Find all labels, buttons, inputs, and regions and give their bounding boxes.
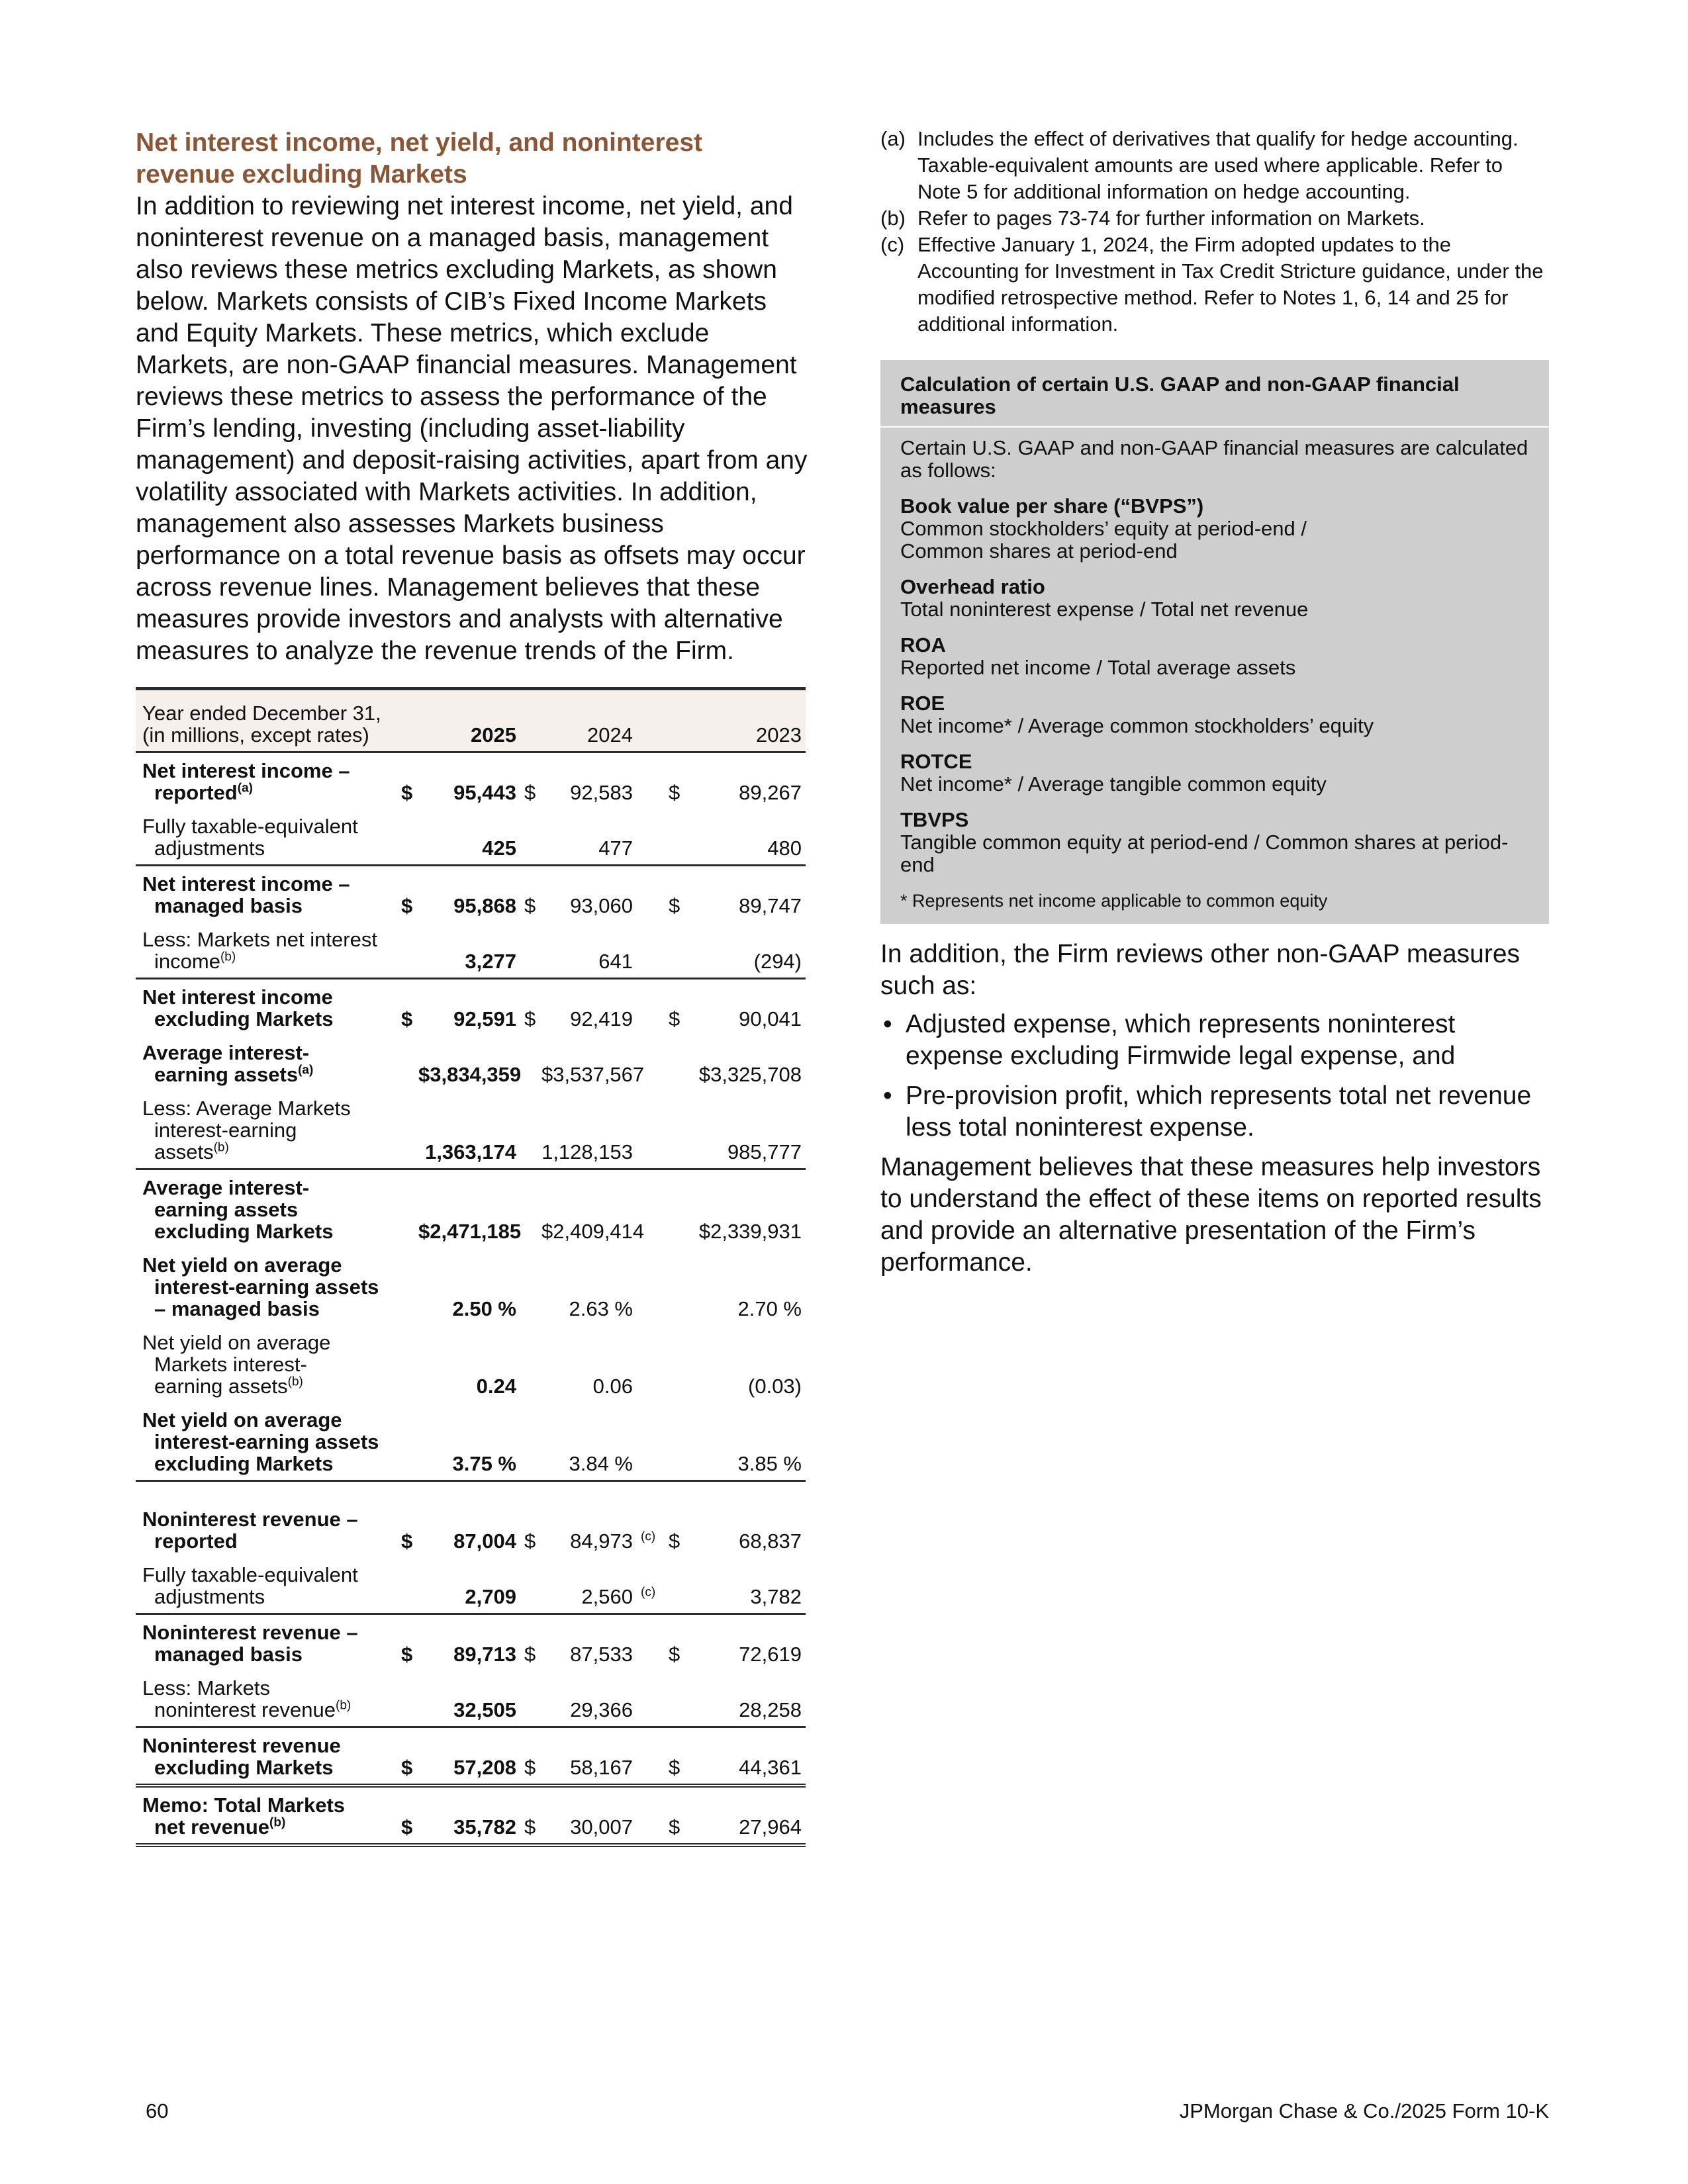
value-2024: 93,060 (570, 894, 633, 917)
table-row (136, 752, 806, 809)
footnote-mark: (b) (880, 206, 906, 230)
row-label-line2: earning assets (154, 1198, 299, 1221)
table-body (136, 752, 806, 1846)
currency-2023 (665, 1557, 682, 1614)
calc-item-name: ROA (900, 633, 946, 657)
value-2023: 28,258 (682, 1670, 806, 1727)
row-label-line2: adjustments (154, 1585, 265, 1608)
row-label-line1: Noninterest revenue – (142, 1621, 358, 1644)
currency-2025: $ (401, 1007, 413, 1030)
value-2023: 72,619 (739, 1643, 802, 1666)
currency-2025 (397, 1557, 414, 1614)
calc-item-formula-line1: Tangible common equity at period-end / Common shares at period-end (900, 831, 1509, 876)
row-label-cont (142, 1008, 393, 1030)
footnote-2024 (637, 1402, 665, 1481)
currency-2023: $ (669, 1007, 680, 1030)
value-2025: 425 (414, 809, 520, 866)
currency-2023 (665, 1402, 682, 1481)
bullet-icon: • (883, 1081, 892, 1110)
row-label-line1: Noninterest revenue (142, 1734, 341, 1757)
row-label-cont (142, 782, 393, 803)
currency-2023: $ (669, 1529, 680, 1553)
value-2024: 92,419 (570, 1007, 633, 1030)
table-row (136, 979, 806, 1036)
table-row (136, 1169, 806, 1248)
value-2023: 89,747 (739, 894, 802, 917)
row-label-line1: Fully taxable-equivalent (142, 815, 358, 838)
currency-2023 (665, 922, 682, 979)
footnote-mark: (c) (880, 233, 905, 256)
currency-2023 (665, 1091, 682, 1169)
currency-2024 (520, 1248, 538, 1325)
row-label-line1: Noninterest revenue – (142, 1508, 358, 1531)
currency-2025 (397, 1035, 414, 1091)
row-label-cont (142, 1119, 393, 1163)
value-2024: 92,583 (570, 781, 633, 804)
row-label-cont (142, 1643, 393, 1665)
calc-item-name: ROE (900, 692, 945, 715)
footnote-ref: (b) (336, 1698, 352, 1713)
currency-2023: $ (669, 894, 680, 917)
calc-item-name: TBVPS (900, 808, 969, 831)
row-label (136, 1557, 397, 1614)
row-label-line2: excluding Markets (154, 1007, 334, 1030)
value-2025: 3,277 (414, 922, 520, 979)
row-label-line1: Net yield on average (142, 1331, 331, 1354)
currency-2023 (665, 1169, 682, 1248)
row-label (136, 1670, 397, 1727)
value-2024: 641 (538, 922, 637, 979)
footnote-ref: (b) (269, 1815, 286, 1830)
value-2024: 2,560 (538, 1557, 637, 1614)
currency-2025 (397, 922, 414, 979)
row-label-line1: Average interest- (142, 1176, 310, 1199)
value-2023: 3.85 % (682, 1402, 806, 1481)
row-label-cont (142, 837, 393, 859)
footnote-text: Includes the effect of derivatives that qualify for hedge accounting. Taxable-equivalent amounts are used where applicable. Refer to Note 5 for additional information on hedge accounting. (917, 127, 1519, 203)
calc-box-divider (880, 426, 1549, 428)
bullet-icon: • (883, 1010, 892, 1038)
footnote (880, 126, 1549, 205)
calc-item (900, 692, 1530, 737)
currency-2025: $ (401, 1529, 413, 1553)
footnotes (880, 126, 1549, 338)
calculation-box (880, 360, 1549, 924)
currency-2023 (665, 1670, 682, 1727)
table-row (136, 866, 806, 923)
table-row (136, 1035, 806, 1091)
table-row (136, 809, 806, 866)
currency-2025 (397, 1325, 414, 1402)
footnote (880, 205, 1549, 232)
row-label-line1: Less: Average Markets (142, 1097, 351, 1120)
currency-2025: $ (397, 1727, 414, 1786)
currency-2025 (397, 809, 414, 866)
value-2024: $2,409,414 (541, 1220, 645, 1243)
currency-2025 (397, 1670, 414, 1727)
value-2025: 2,709 (414, 1557, 520, 1614)
value-2025: 92,591 (453, 1007, 516, 1030)
value-2023: $2,339,931 (698, 1220, 802, 1243)
footnote-ref: (a) (298, 1063, 314, 1077)
header-2023: 2023 (682, 689, 806, 752)
row-label-line1: Net yield on average (142, 1408, 342, 1432)
table-row (136, 1091, 806, 1169)
footnote-2024 (637, 1786, 665, 1845)
footnote-2024 (637, 979, 665, 1036)
calc-item-formula-line2: Common shares at period-end (900, 539, 1178, 563)
footnote-2024 (637, 866, 665, 923)
calc-item-formula-line1: Total noninterest expense / Total net revenue (900, 598, 1309, 621)
page-number: 60 (146, 2099, 169, 2122)
value-2024: 84,973 (570, 1529, 633, 1553)
row-label (136, 752, 397, 809)
currency-2024: $ (520, 1727, 538, 1786)
row-label-cont (142, 1530, 393, 1552)
document-title: JPMorgan Chase & Co./2025 Form 10-K (1179, 2099, 1549, 2122)
table-row (136, 1614, 806, 1671)
table-header-row (136, 689, 806, 752)
value-2025: 0.24 (476, 1375, 516, 1398)
bullet-list (880, 1009, 1549, 1144)
section-heading: Net interest income, net yield, and noninterest revenue excluding Markets (136, 128, 703, 189)
row-label (136, 1091, 397, 1169)
calc-item (900, 495, 1530, 563)
row-label-line2: Markets interest- (154, 1353, 307, 1376)
currency-2023 (665, 1035, 682, 1091)
row-label-line2: interest-earning (154, 1118, 297, 1142)
table-row (136, 1670, 806, 1727)
table-row (136, 1481, 806, 1558)
currency-2025 (397, 1091, 414, 1169)
row-label-line1: Net interest income – (142, 872, 350, 895)
currency-2024 (520, 1670, 538, 1727)
footnote-2024 (637, 1557, 665, 1614)
currency-2024 (520, 1035, 538, 1091)
currency-2024: $ (524, 894, 536, 917)
value-2024: $3,537,567 (541, 1063, 645, 1086)
row-label-line2: net revenue (154, 1815, 270, 1839)
row-label-cont (142, 1756, 393, 1778)
value-2024: 58,167 (538, 1727, 637, 1786)
table-row (136, 1727, 806, 1786)
calc-box-note: * Represents net income applicable to common equity (900, 891, 1328, 911)
calc-box-intro: Certain U.S. GAAP and non-GAAP financial measures are calculated as follows: (900, 436, 1528, 482)
value-2025: 32,505 (414, 1670, 520, 1727)
row-label-line2: reported (154, 1529, 238, 1553)
row-label (136, 1035, 397, 1091)
currency-2025: $ (401, 894, 413, 917)
row-label-line2: excluding Markets (154, 1756, 334, 1779)
value-2025: 1,363,174 (414, 1091, 520, 1169)
footnote-2024 (637, 922, 665, 979)
value-2023: 44,361 (682, 1727, 806, 1786)
row-label-line1: Net interest income (142, 985, 333, 1009)
value-2025: 87,004 (453, 1529, 516, 1553)
value-2025: 35,782 (414, 1786, 520, 1845)
value-2023: $3,325,708 (698, 1063, 802, 1086)
row-label (136, 1614, 397, 1671)
value-2023: 985,777 (682, 1091, 806, 1169)
right-paragraph-2: Management believes that these measures help investors to understand the effect of these items on reported results and provide an alternative presentation of the Firm’s performance. (880, 1153, 1542, 1277)
row-label-line2: income (154, 950, 220, 973)
currency-2024: $ (524, 781, 536, 804)
row-label-line1: Fully taxable-equivalent (142, 1563, 358, 1586)
currency-2023: $ (665, 1786, 682, 1845)
row-label-cont (142, 1586, 393, 1608)
row-label-line2: managed basis (154, 1643, 303, 1666)
value-2025: $3,834,359 (418, 1063, 522, 1086)
row-label-line2: noninterest revenue (154, 1698, 336, 1721)
currency-2024 (520, 1402, 538, 1481)
row-label (136, 1727, 397, 1786)
footnote-ref: (c) (641, 1529, 656, 1544)
row-label-line2: managed basis (154, 894, 303, 917)
currency-2024: $ (520, 1786, 538, 1845)
footnote-2024 (637, 809, 665, 866)
value-2024: 3.84 % (538, 1402, 637, 1481)
calc-item (900, 751, 1530, 796)
footnote-mark: (a) (880, 127, 906, 150)
calc-box-items (900, 495, 1530, 876)
row-label-line3: assets (154, 1140, 214, 1163)
currency-2025: $ (397, 1786, 414, 1845)
header-label-line2: (in millions, except rates) (142, 723, 369, 747)
footnote-ref: (a) (237, 781, 253, 796)
footnote-text: Refer to pages 73-74 for further information on Markets. (917, 206, 1425, 230)
value-2024: 1,128,153 (538, 1091, 637, 1169)
value-2024: 477 (538, 809, 637, 866)
row-label (136, 979, 397, 1036)
currency-2024 (520, 922, 538, 979)
footnote-text: Effective January 1, 2024, the Firm adopted updates to the Accounting for Investment in Tax Credit Stricture guidance, under the modified retrospective method. Refer to Notes 1, 6, 14 and 25 for additional information. (917, 233, 1544, 336)
currency-2025: $ (401, 781, 413, 804)
footnote (880, 232, 1549, 338)
value-2025: $2,471,185 (418, 1220, 522, 1243)
table-row (136, 1325, 806, 1402)
row-label-line3: excluding Markets (154, 1452, 334, 1475)
footnote-ref: (b) (213, 1140, 229, 1155)
intro-paragraph: In addition to reviewing net interest income, net yield, and noninterest revenue on a managed basis, management also reviews these metrics excluding Markets, as shown below. Markets consists of CIB’s Fixed Income Markets and Equity Markets. These metrics, which exclude Markets, are non-GAAP financial measures. Management reviews these metrics to assess the performance of the Firm’s lending, investing (including asset-liability management) and deposit-raising activities, apart from any volatility associated with Markets activities. In addition, management also assesses Markets business performance on a total revenue basis as offsets may occur across revenue lines. Management believes that these measures provide investors and analysts with alternative measures to analyze the revenue trends of the Firm. (136, 192, 808, 665)
value-2025: 3.75 % (414, 1402, 520, 1481)
header-2024: 2024 (538, 689, 637, 752)
value-2025: 95,443 (453, 781, 516, 804)
table-row (136, 1248, 806, 1325)
row-label-line2: earning assets (154, 1063, 299, 1086)
footnote-2024 (637, 1727, 665, 1786)
footnote-2024 (637, 752, 665, 809)
row-label-cont (142, 1276, 393, 1320)
row-label (136, 922, 397, 979)
footnote-ref: (b) (220, 950, 236, 964)
value-2023: 89,267 (739, 781, 802, 804)
currency-2023: $ (669, 781, 680, 804)
calc-item (900, 576, 1530, 621)
row-label-cont (142, 1064, 393, 1085)
footnote-ref: (b) (287, 1375, 303, 1389)
footnote-2024 (637, 1481, 665, 1558)
row-label (136, 1248, 397, 1325)
row-label-line2: interest-earning assets (154, 1275, 379, 1298)
financial-table (136, 687, 806, 1847)
row-label-line1: Net yield on average (142, 1253, 342, 1277)
value-2023: (0.03) (748, 1375, 802, 1398)
row-label (136, 866, 397, 923)
currency-2024: $ (524, 1529, 536, 1553)
value-2023: 3,782 (682, 1557, 806, 1614)
row-label-cont (142, 1199, 393, 1242)
currency-2025 (397, 1248, 414, 1325)
table-row (136, 1786, 806, 1845)
footnote-2024 (637, 1614, 665, 1671)
currency-2025 (397, 1169, 414, 1248)
calc-item-formula-line1: Reported net income / Total average assets (900, 656, 1296, 679)
row-label-line2: adjustments (154, 837, 265, 860)
value-2024: 2.63 % (569, 1297, 633, 1320)
value-2023: 480 (682, 809, 806, 866)
row-label (136, 1402, 397, 1481)
bullet-text: Pre-provision profit, which represents total net revenue less total noninterest expense. (906, 1081, 1532, 1142)
value-2025: 57,208 (414, 1727, 520, 1786)
value-2024: 29,366 (538, 1670, 637, 1727)
value-2023: 27,964 (682, 1786, 806, 1845)
row-label (136, 1169, 397, 1248)
footnote-2024 (637, 1670, 665, 1727)
row-label-cont (142, 1431, 393, 1475)
calc-box-title: Calculation of certain U.S. GAAP and non-GAAP financial measures (900, 373, 1460, 418)
calc-item-formula-line1: Net income* / Average tangible common equity (900, 772, 1327, 796)
value-2023: (294) (682, 922, 806, 979)
currency-2024: $ (524, 1643, 536, 1666)
currency-2023 (665, 1325, 682, 1402)
currency-2023 (665, 809, 682, 866)
table-row (136, 1402, 806, 1481)
row-label-line1: Net interest income – (142, 759, 350, 782)
currency-2024: $ (524, 1007, 536, 1030)
right-paragraph-1: In addition, the Firm reviews other non-GAAP measures such as: (880, 940, 1521, 1000)
row-label-line3: – managed basis (154, 1297, 320, 1320)
row-label (136, 809, 397, 866)
row-label-cont (142, 950, 393, 972)
calc-item-formula-line1: Common stockholders’ equity at period-end / (900, 517, 1307, 540)
row-label (136, 1325, 397, 1402)
calc-item-name: Book value per share (“BVPS”) (900, 494, 1204, 518)
value-2023: 68,837 (739, 1529, 802, 1553)
currency-2024 (520, 1557, 538, 1614)
calc-item (900, 634, 1530, 679)
bullet-text: Adjusted expense, which represents noninterest expense excluding Firmwide legal expense, and (906, 1010, 1456, 1070)
value-2024: 0.06 (592, 1375, 633, 1398)
row-label-line2: reported (154, 781, 238, 804)
calc-item-name: ROTCE (900, 750, 972, 773)
currency-2024 (520, 809, 538, 866)
currency-2024 (520, 1169, 538, 1248)
table-row (136, 1557, 806, 1614)
header-2025: 2025 (414, 689, 520, 752)
row-label (136, 1786, 397, 1845)
right-column (880, 126, 1549, 1279)
value-2023: 2.70 % (737, 1297, 802, 1320)
footnote-2024 (637, 1248, 665, 1325)
row-label-line1: Less: Markets (142, 1676, 270, 1700)
row-label (136, 1481, 397, 1558)
row-label-line3: earning assets (154, 1375, 288, 1398)
value-2025: 2.50 % (452, 1297, 516, 1320)
value-2024: 30,007 (538, 1786, 637, 1845)
footnote-2024 (637, 1091, 665, 1169)
row-label-cont (142, 1816, 393, 1838)
row-label-cont (142, 1353, 393, 1397)
row-label-line2: interest-earning assets (154, 1430, 379, 1453)
footnote-2024 (637, 1325, 665, 1402)
currency-2023 (665, 1248, 682, 1325)
row-label-line3: excluding Markets (154, 1220, 334, 1243)
calc-item (900, 809, 1530, 876)
value-2025: 95,868 (453, 894, 516, 917)
row-label-line1: Less: Markets net interest (142, 928, 377, 951)
footnote-ref: (c) (641, 1585, 656, 1600)
currency-2024 (520, 1091, 538, 1169)
currency-2024 (520, 1325, 538, 1402)
currency-2023: $ (665, 1727, 682, 1786)
calc-item-formula-line1: Net income* / Average common stockholders’ equity (900, 714, 1374, 737)
header-label (136, 689, 397, 752)
header-label-line1: Year ended December 31, (142, 702, 381, 725)
row-label-line1: Memo: Total Markets (142, 1794, 346, 1817)
bullet-item (880, 1009, 1549, 1072)
value-2024: 87,533 (570, 1643, 633, 1666)
value-2023: 90,041 (739, 1007, 802, 1030)
currency-2025: $ (401, 1643, 413, 1666)
row-label-line1: Average interest- (142, 1041, 310, 1064)
row-label-cont (142, 895, 393, 917)
currency-2023: $ (669, 1643, 680, 1666)
currency-2025 (397, 1402, 414, 1481)
calc-item-name: Overhead ratio (900, 575, 1045, 598)
row-label-cont (142, 1699, 393, 1721)
table-row (136, 922, 806, 979)
left-column (136, 127, 808, 1847)
bullet-item (880, 1080, 1549, 1144)
value-2025: 89,713 (453, 1643, 516, 1666)
